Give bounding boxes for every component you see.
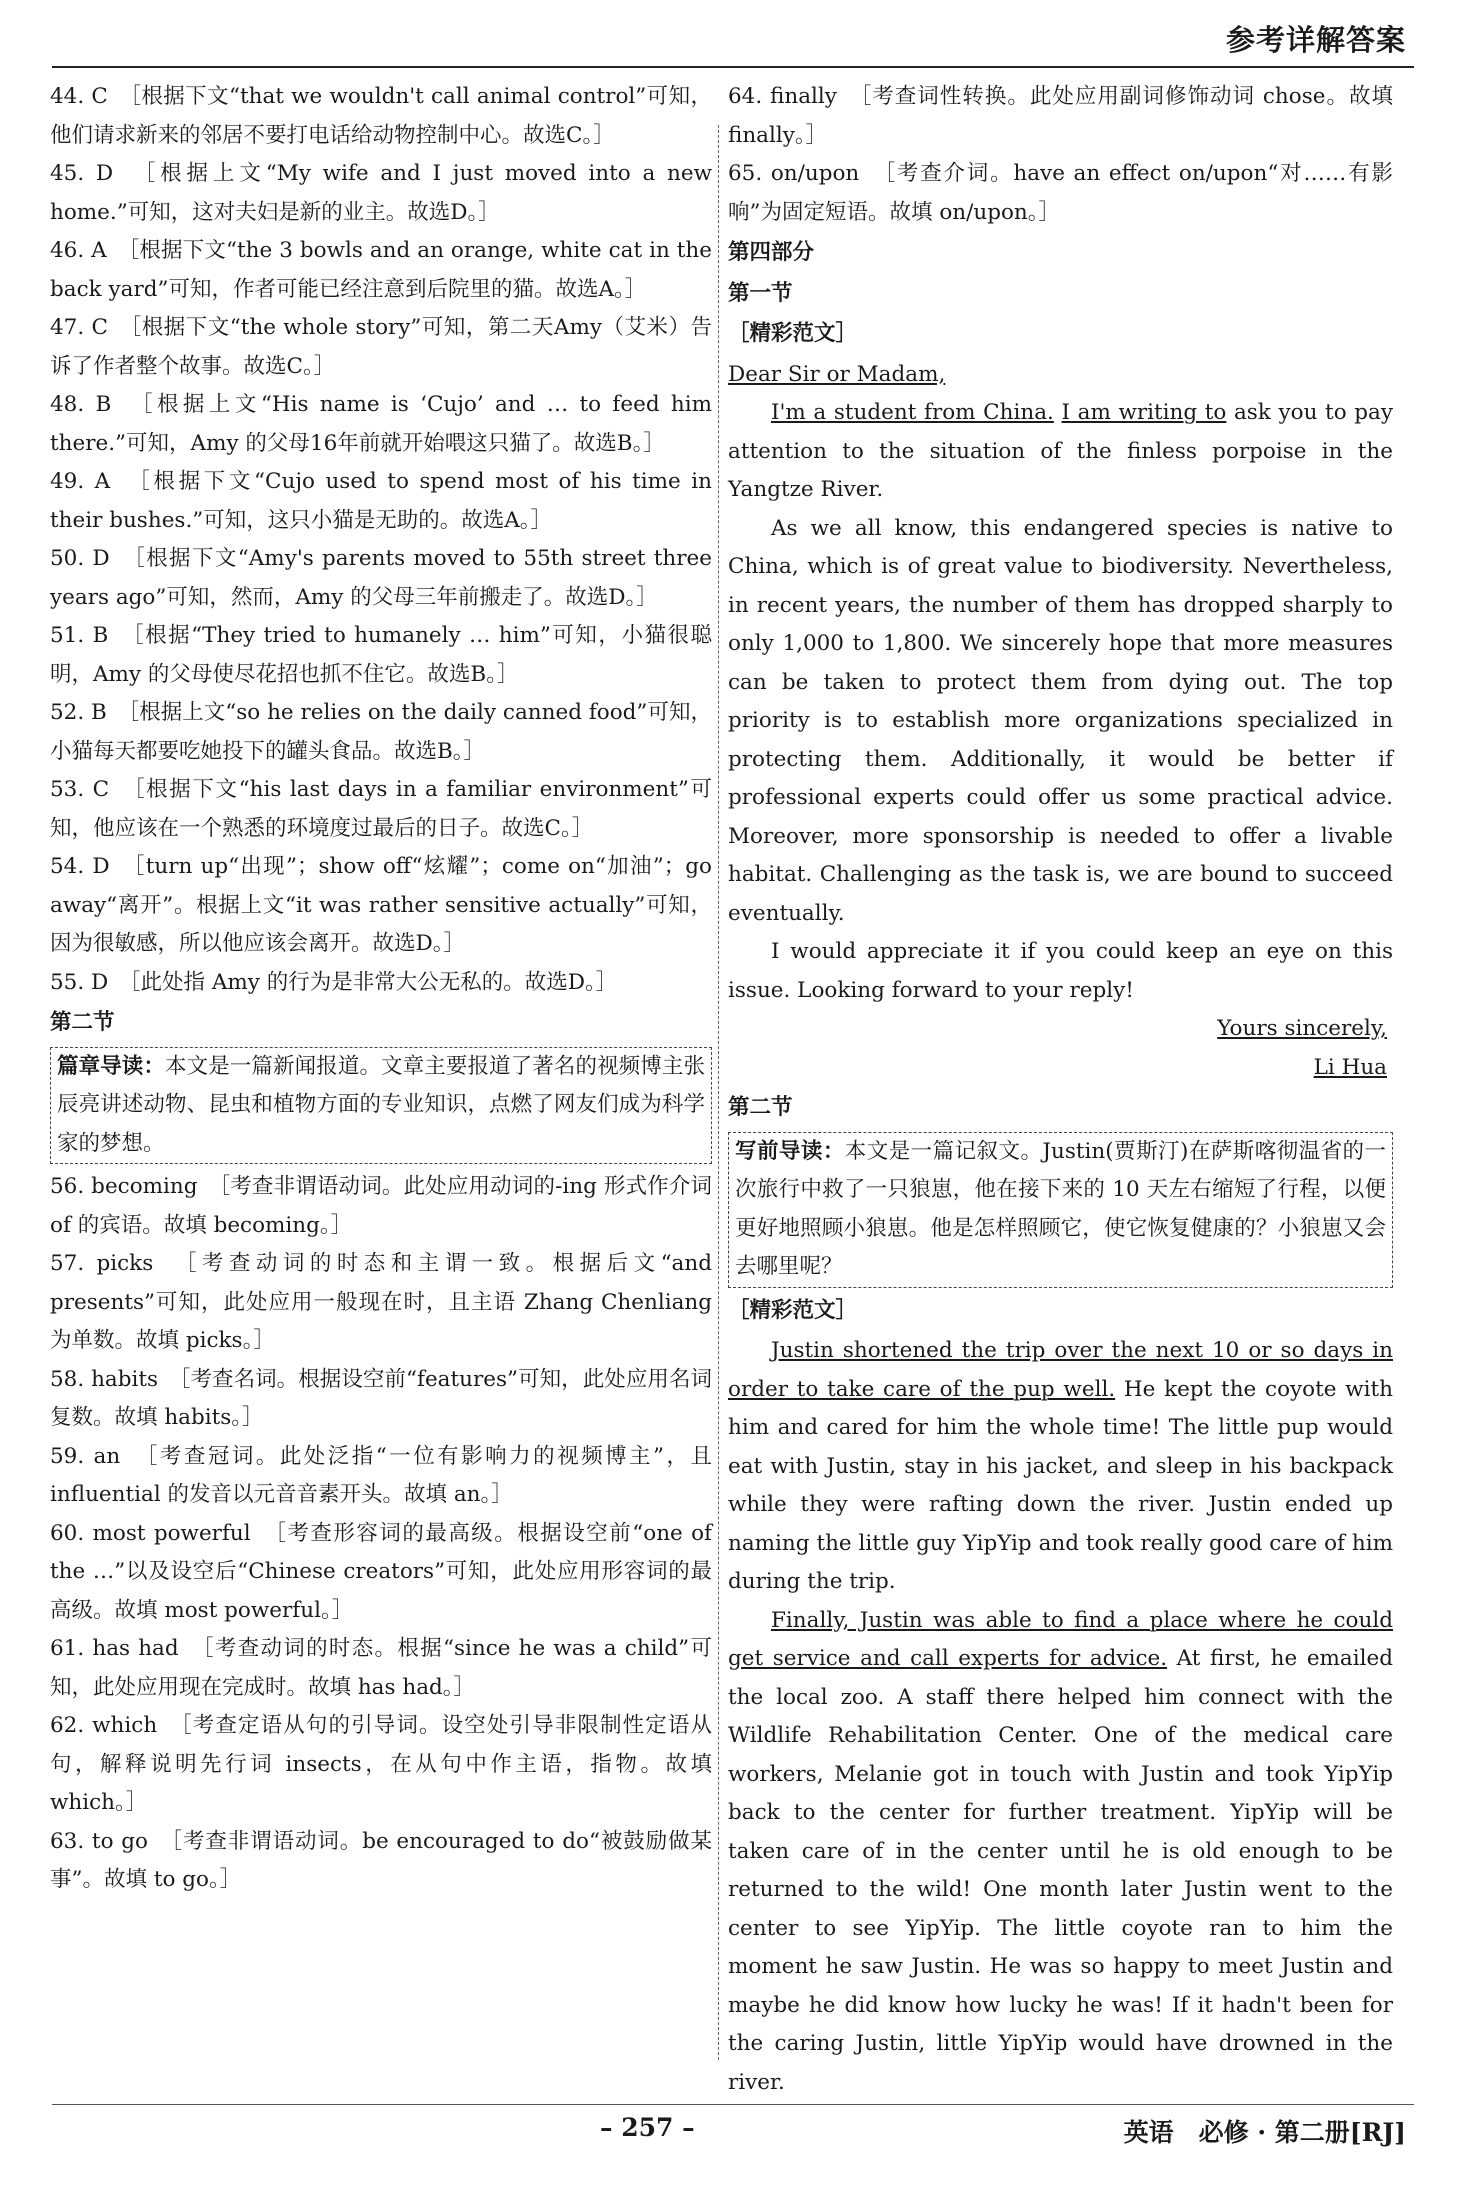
answer-item: 58. habits ［考查名词。根据设空前“features”可知，此处应用名词复数。故填 habits。］ xyxy=(50,1366,712,1430)
highlight-sentence: I'm a student from China. xyxy=(771,400,1054,425)
writing-guide-text: 本文是一篇记叙文。Justin(贾斯汀)在萨斯喀彻温省的一次旅行中救了一只狼崽，他在接下来的 10 天左右缩短了行程，以便更好地照顾小狼崽。他是怎样照顾它，使它恢复健康的？小狼崽又会去哪里呢？ xyxy=(735,1138,1386,1279)
answer-item: 45. D ［根据上文“My wife and I just moved into a new home.”可知，这对夫妇是新的业主。故选D。］ xyxy=(50,161,712,225)
answer-item: 50. D ［根据下文“Amy's parents moved to 55th street three years ago”可知，然而，Amy 的父母三年前搬走了。故选D。］ xyxy=(50,546,712,610)
answer-item: 57. picks ［考查动词的时态和主谓一致。根据后文“and presents”可知，此处应用一般现在时，且主语 Zhang Chenliang 为单数。故填 picks。］ xyxy=(50,1251,712,1353)
page-number: – 257 – xyxy=(600,2113,695,2142)
answer-item: 48. B ［根据上文“His name is ‘Cujo’ and … to feed him there.”可知，Amy 的父母16年前就开始喂这只猫了。故选B。］ xyxy=(50,392,712,456)
reading-guide-box xyxy=(50,1047,712,1165)
book-label: 英语 必修 · 第二册[RJ] xyxy=(1123,2118,1406,2147)
answer-item: 64. finally ［考查词性转换。此处应用副词修饰动词 chose。故填 finally。］ xyxy=(728,84,1393,148)
writing-guide-label: 写前导读： xyxy=(735,1138,845,1164)
section-heading: 第二节 xyxy=(728,1095,793,1120)
reading-guide-text: 本文是一篇新闻报道。文章主要报道了著名的视频博主张辰亮讲述动物、昆虫和植物方面的专业知识，点燃了网友们成为科学家的梦想。 xyxy=(57,1053,705,1156)
letter-closing: Yours sincerely, xyxy=(1217,1016,1387,1041)
answer-item: 62. which ［考查定语从句的引导词。设空处引导非限制性定语从句，解释说明先行词 insects，在从句中作主语，指物。故填 which。］ xyxy=(50,1713,712,1815)
answer-item: 55. D ［此处指 Amy 的行为是非常大公无私的。故选D。］ xyxy=(50,969,618,995)
answer-item: 47. C ［根据下文“the whole story”可知，第二天Amy（艾米）告诉了作者整个故事。故选C。］ xyxy=(50,315,712,379)
answer-item: 56. becoming ［考查非谓语动词。此处应用动词的-ing 形式作介词 of 的宾语。故填 becoming。］ xyxy=(50,1174,712,1238)
sample-essay-label: ［精彩范文］ xyxy=(728,321,858,346)
writing-guide-box xyxy=(728,1132,1393,1288)
letter-signature: Li Hua xyxy=(1313,1054,1387,1080)
letter-salutation: Dear Sir or Madam, xyxy=(728,361,946,387)
letter-paragraph: As we all know, this endangered species is native to China, which is of great value to biodiversity. Nevertheless, in recent years, the number of them has dropped sharply to only 1,000 to 1,800. We sincerely hope that more measures can be taken to protect them from dying out. The top priority is to establish more organizations specialized in protecting them. Additionally, it would be better if professional experts could offer us some practical advice. Moreover, more sponsorship is needed to offer a livable habitat. Challenging as the task is, we are bound to succeed eventually. xyxy=(728,515,1393,926)
answer-item: 61. has had ［考查动词的时态。根据“since he was a child”可知，此处应用现在完成时。故填 has had。］ xyxy=(50,1636,712,1700)
story-paragraph: Justin shortened the trip over the next 10 or so days in order to take care of the pup well. He kept the coyote with him and cared for him the whole time! The little pup would eat with Justin, stay in his jacket, and sleep in his backpack while they were rafting down the river. Justin ended up naming the little guy YipYip and took really good care of him during the trip. xyxy=(728,1338,1393,1594)
right-column xyxy=(728,78,1393,2102)
answer-item: 44. C ［根据下文“that we wouldn't call animal control”可知，他们请求新来的邻居不要打电话给动物控制中心。故选C。］ xyxy=(50,84,712,148)
sample-essay-label: ［精彩范文］ xyxy=(728,1297,858,1323)
part-heading: 第四部分 xyxy=(728,240,815,265)
reading-guide-label: 篇章导读： xyxy=(57,1053,166,1079)
section-heading: 第二节 xyxy=(50,1010,115,1035)
section-heading: 第一节 xyxy=(728,280,793,306)
answer-item: 46. A ［根据下文“the 3 bowls and an orange, white cat in the back yard”可知，作者可能已经注意到后院里的猫。故选A。］ xyxy=(50,238,712,302)
answer-item: 51. B ［根据“They tried to humanely … him”可知，小猫很聪明，Amy 的父母使尽花招也抓不住它。故选B。］ xyxy=(50,623,712,687)
answer-item: 60. most powerful ［考查形容词的最高级。根据设空前“one of the …”以及设空后“Chinese creators”可知，此处应用形容词的最高级。故填 most powerful。］ xyxy=(50,1520,712,1623)
highlight-sentence: Justin shortened the trip over the next 10 or so days in order to take care of the pup well. xyxy=(728,1338,1393,1402)
answer-item: 52. B ［根据上文“so he relies on the daily canned food”可知，小猫每天都要吃她投下的罐头食品。故选B。］ xyxy=(50,700,712,764)
answer-item: 59. an ［考查冠词。此处泛指“一位有影响力的视频博主”，且 influential 的发音以元音音素开头。故填 an。］ xyxy=(50,1443,712,1507)
highlight-sentence: Finally, Justin was able to find a place where he could get service and call experts for advice. xyxy=(728,1607,1393,1671)
answer-item: 63. to go ［考查非谓语动词。be encouraged to do“被鼓励做某事”。故填 to go。］ xyxy=(50,1828,712,1892)
answer-item: 49. A ［根据下文“Cujo used to spend most of his time in their bushes.”可知，这只小猫是无助的。故选A。］ xyxy=(50,469,712,533)
answer-item: 53. C ［根据下文“his last days in a familiar environment”可知，他应该在一个熟悉的环境度过最后的日子。故选C。］ xyxy=(50,777,712,841)
letter-paragraph: I'm a student from China. I am writing to ask you to pay attention to the situation of the finless porpoise in the Yangtze River. xyxy=(728,400,1394,502)
story-paragraph: Finally, Justin was able to find a place where he could get service and call experts for advice. At first, he emailed the local zoo. A staff there helped him connect with the Wildlife Rehabilitation Center. One of the medical care workers, Melanie got in touch with Justin and took YipYip back to the center for further treatment. YipYip will be taken care of in the center until he is old enough to be returned to the wild! One month later Justin went to the center to see YipYip. The little coyote ran to him the moment he saw Justin. He was so happy to meet Justin and maybe he did know how lucky he was! If it hadn't been for the caring Justin, little YipYip would have drowned in the river. xyxy=(728,1607,1393,2095)
answer-item: 54. D ［turn up“出现”；show off“炫耀”；come on“加油”；go away“离开”。根据上文“it was rather sensitive actually”可知，因为很敏感，所以他应该会离开。故选D。］ xyxy=(50,854,712,956)
column-divider xyxy=(718,125,719,2060)
highlight-phrase: I am writing to xyxy=(1061,400,1227,425)
answer-item: 65. on/upon ［考查介词。have an effect on/upon“对……有影响”为固定短语。故填 on/upon。］ xyxy=(728,161,1393,225)
letter-paragraph: I would appreciate it if you could keep an eye on this issue. Looking forward to your reply! xyxy=(728,939,1393,1003)
header-rule xyxy=(52,66,1414,68)
page-header-title: 参考详解答案 xyxy=(1225,23,1406,57)
left-column xyxy=(50,78,712,1900)
footer-rule xyxy=(52,2104,1414,2105)
